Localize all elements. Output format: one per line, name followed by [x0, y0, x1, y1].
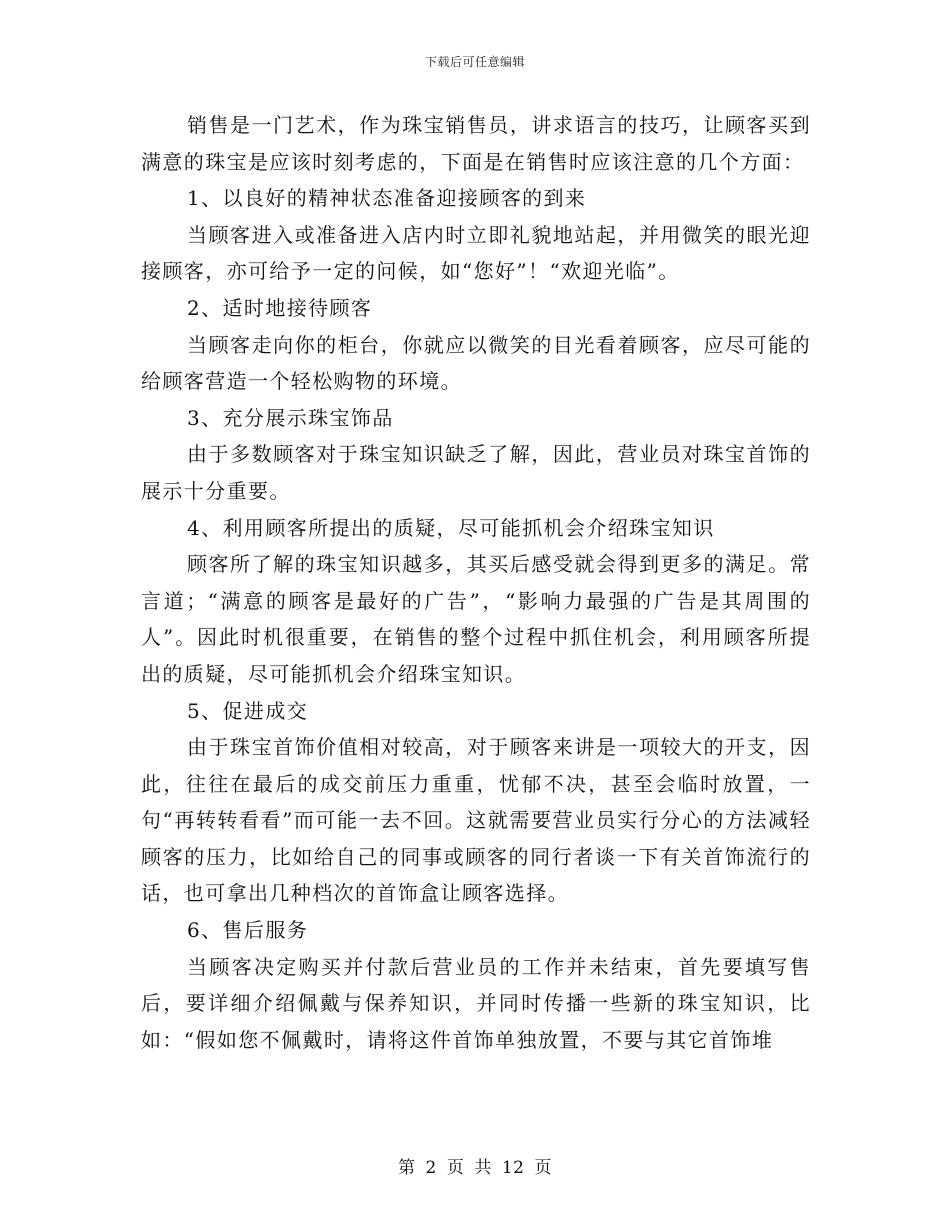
section-paragraph-4: 顾客所了解的珠宝知识越多，其买后感受就会得到更多的满足。常言道；“满意的顾客是最好的广告”，“影响力最强的广告是其周围的人”。因此时机很重要，在销售的整个过程中抓住机会，利用顾客所提出的质疑，尽可能抓机会介绍珠宝知识。: [141, 552, 811, 686]
section-paragraph-2: 当顾客走向你的柜台，你就应以微笑的目光看着顾客，应尽可能的给顾客营造一个轻松购物的环境。: [141, 332, 811, 394]
section-paragraph-1: 当顾客进入或准备进入店内时立即礼貌地站起，并用微笑的眼光迎接顾客，亦可给予一定的问候，如“您好”！“欢迎光临”。: [141, 222, 811, 284]
header-note: 下载后可任意编辑: [424, 55, 525, 69]
intro-paragraph: 销售是一门艺术，作为珠宝销售员，讲求语言的技巧，让顾客买到满意的珠宝是应该时刻考虑的，下面是在销售时应该注意的几个方面：: [141, 113, 811, 174]
section-paragraph-6: 当顾客决定购买并付款后营业员的工作并未结束，首先要填写售后，要详细介绍佩戴与保养知识，并同时传播一些新的珠宝知识，比如：“假如您不佩戴时，请将这件首饰单独放置，不要与其它首饰堆: [141, 954, 811, 1052]
section-heading-2: 2、适时地接待顾客: [187, 295, 373, 320]
page-label: 第: [398, 1158, 416, 1178]
section-paragraph-3: 由于多数顾客对于珠宝知识缺乏了解，因此，营业员对珠宝首饰的展示十分重要。: [141, 442, 811, 503]
total-unit: 页: [534, 1158, 552, 1178]
section-paragraph-5: 由于珠宝首饰价值相对较高，对于顾客来讲是一项较大的开支，因此，往往在最后的成交前压力重重，忧郁不决，甚至会临时放置，一句“再转转看看”而可能一去不回。这就需要营业员实行分心的方法减轻顾客的压力，比如给自己的同事或顾客的同行者谈一下有关首饰流行的话，也可拿出几种档次的首饰盒让顾客选择。: [141, 735, 811, 906]
total-label: 共: [474, 1158, 492, 1178]
section-heading-1: 1、以良好的精神状态准备迎接顾客的到来: [187, 186, 587, 211]
page-footer: [0, 1153, 950, 1178]
section-heading-3: 3、充分展示珠宝饰品: [187, 405, 394, 430]
page-unit: 页: [446, 1158, 465, 1178]
section-heading-4: 4、利用顾客所提出的质疑，尽可能抓机会介绍珠宝知识: [187, 515, 715, 540]
page-number: 2: [425, 1158, 437, 1178]
document-body: [141, 107, 811, 1058]
section-heading-5: 5、促进成交: [187, 698, 309, 723]
section-heading-6: 6、售后服务: [187, 918, 309, 943]
total-pages: 12: [501, 1158, 525, 1178]
